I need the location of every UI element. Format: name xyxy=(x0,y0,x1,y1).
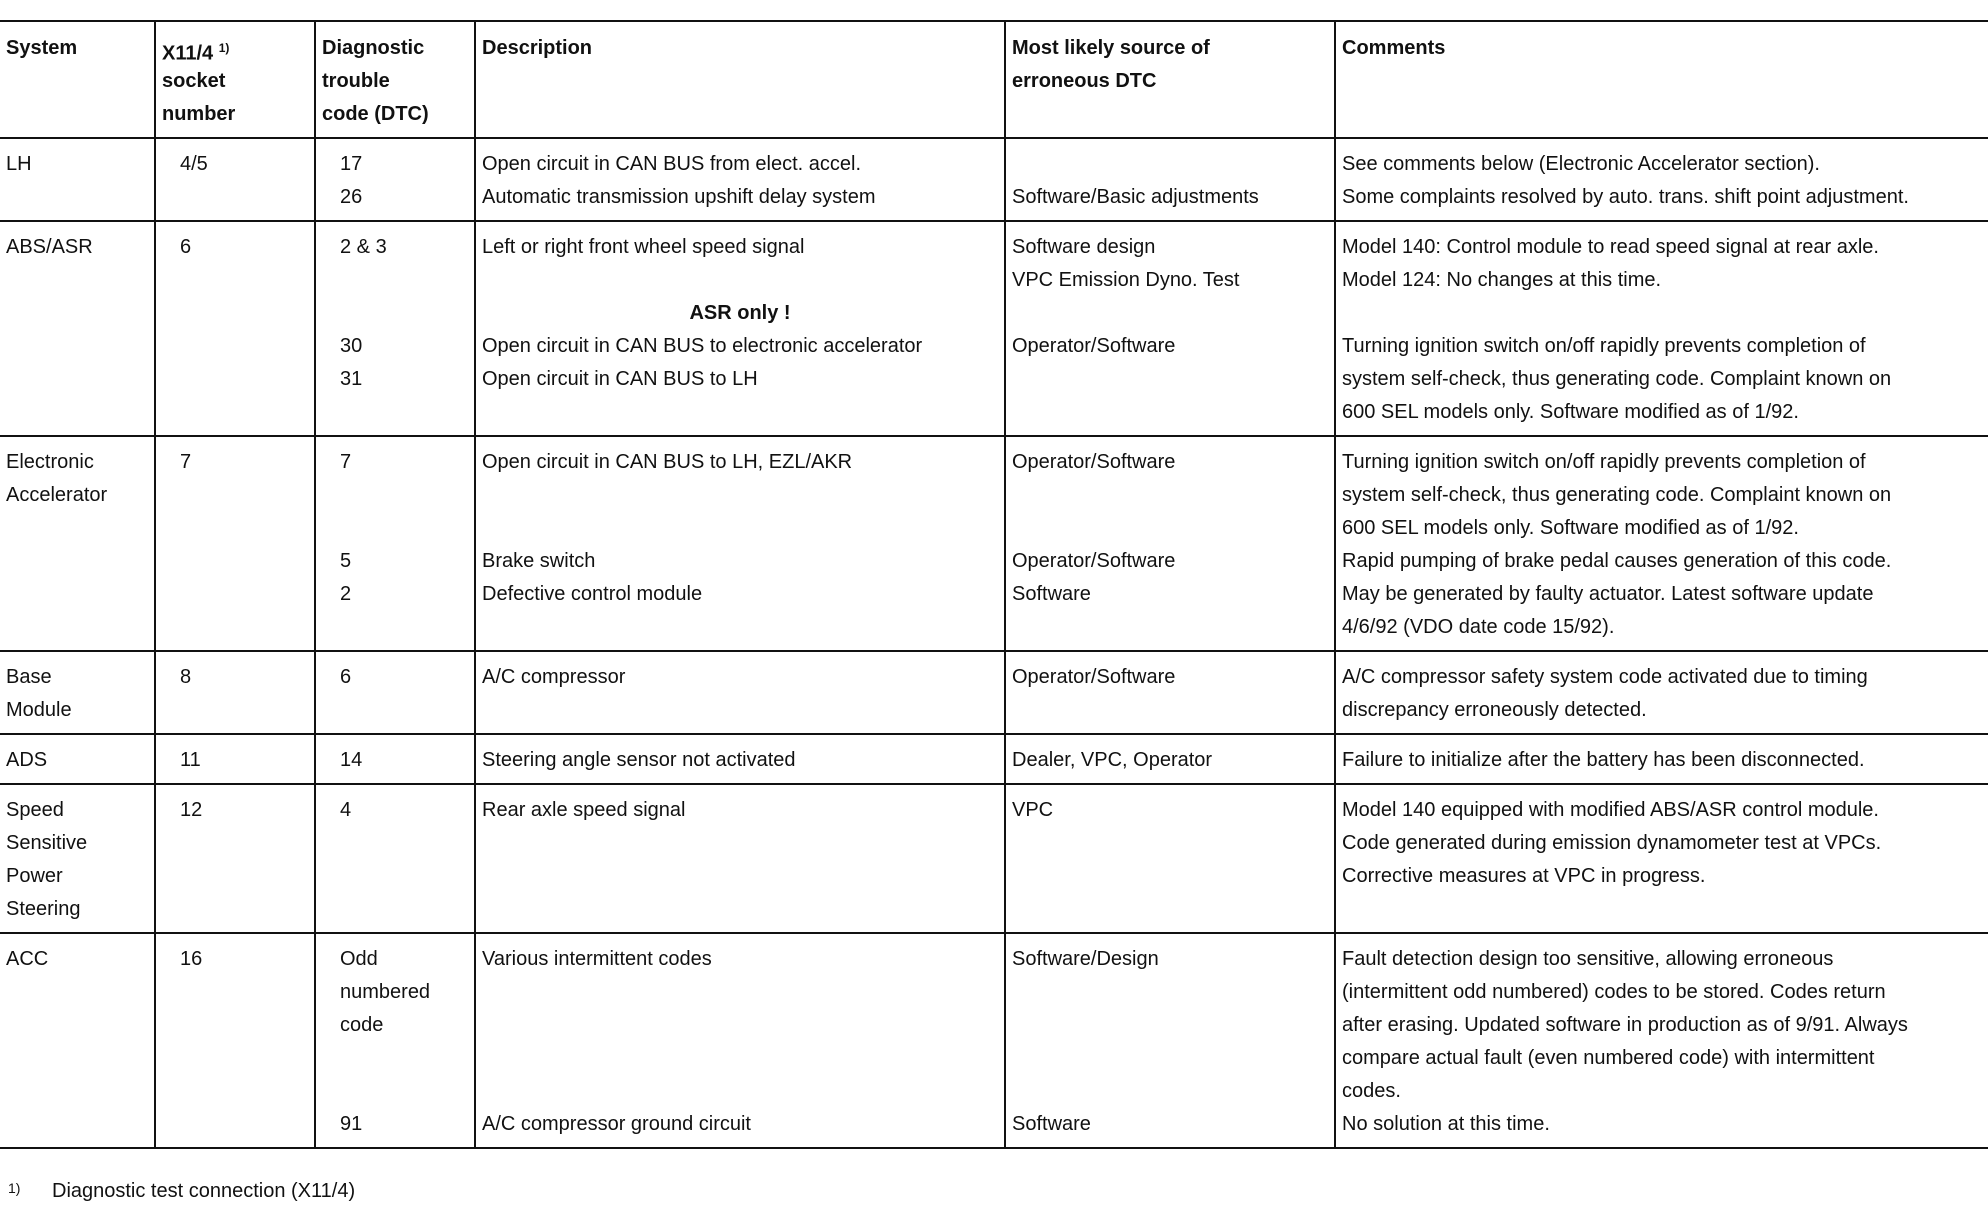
dtc-description xyxy=(482,827,998,860)
source-cell xyxy=(1005,784,1335,933)
comment-cell xyxy=(1335,138,1988,221)
socket-cell xyxy=(155,221,315,436)
dtc-source xyxy=(1012,479,1328,512)
dtc-comment: Model 124: No changes at this time. xyxy=(1342,269,1662,291)
table-row xyxy=(0,933,1988,1148)
table-row xyxy=(0,784,1988,933)
system-name: Speed xyxy=(6,799,64,821)
dtc-description xyxy=(482,976,998,1009)
dtc-source xyxy=(1012,976,1328,1009)
dtc-comment: Failure to initialize after the battery has been disconnected. xyxy=(1342,749,1865,771)
system-name: ACC xyxy=(6,948,49,970)
dtc-code xyxy=(322,1075,468,1108)
dtc-description: Left or right front wheel speed signal xyxy=(482,236,805,258)
table-row xyxy=(0,221,1988,436)
dtc-description: A/C compressor xyxy=(482,666,626,688)
source-cell xyxy=(1005,138,1335,221)
dtc-code: 7 xyxy=(340,451,352,473)
source-cell xyxy=(1005,933,1335,1148)
dtc-source: Software xyxy=(1012,583,1091,605)
dtc-source xyxy=(1012,1042,1328,1075)
dtc-source: VPC Emission Dyno. Test xyxy=(1012,269,1240,291)
dtc-description: Steering angle sensor not activated xyxy=(482,749,796,771)
comment-cell xyxy=(1335,436,1988,651)
header-description: Description xyxy=(475,21,1005,138)
dtc-comment xyxy=(1342,297,1982,330)
dtc-cell xyxy=(315,933,475,1148)
dtc-source: Software/Design xyxy=(1012,948,1159,970)
system-cell xyxy=(0,734,155,784)
dtc-comment: Code generated during emission dynamometer test at VPCs. xyxy=(1342,832,1882,854)
header-row xyxy=(0,21,1988,138)
dtc-description: Open circuit in CAN BUS to electronic accelerator xyxy=(482,335,923,357)
dtc-code xyxy=(322,860,468,893)
socket-cell xyxy=(155,784,315,933)
dtc-description: Open circuit in CAN BUS from elect. accel. xyxy=(482,153,862,175)
table-row xyxy=(0,138,1988,221)
dtc-cell xyxy=(315,138,475,221)
dtc-comment: Turning ignition switch on/off rapidly prevents completion of xyxy=(1342,451,1866,473)
dtc-comment: Rapid pumping of brake pedal causes generation of this code. xyxy=(1342,550,1892,572)
dtc-description xyxy=(482,893,998,926)
dtc-code: 4 xyxy=(340,799,352,821)
dtc-comment: Corrective measures at VPC in progress. xyxy=(1342,865,1706,887)
dtc-code: 17 xyxy=(340,153,363,175)
dtc-code: 14 xyxy=(340,749,363,771)
dtc-code xyxy=(322,479,468,512)
dtc-table xyxy=(0,20,1988,1149)
footnote-text: Diagnostic test connection (X11/4) xyxy=(52,1180,356,1202)
dtc-description: A/C compressor ground circuit xyxy=(482,1113,751,1135)
dtc-code: 2 xyxy=(340,583,352,605)
dtc-code: code xyxy=(340,1014,384,1036)
dtc-description xyxy=(482,512,998,545)
dtc-comment: Fault detection design too sensitive, allowing erroneous xyxy=(1342,948,1834,970)
socket-cell xyxy=(155,734,315,784)
description-cell xyxy=(475,734,1005,784)
socket-cell xyxy=(155,138,315,221)
dtc-source: Operator/Software xyxy=(1012,335,1176,357)
socket-cell xyxy=(155,651,315,734)
system-name: Sensitive xyxy=(6,832,88,854)
source-cell xyxy=(1005,436,1335,651)
dtc-comment: codes. xyxy=(1342,1080,1401,1102)
dtc-description xyxy=(482,1075,998,1108)
dtc-code: numbered xyxy=(340,981,431,1003)
system-cell xyxy=(0,221,155,436)
dtc-comment: Turning ignition switch on/off rapidly prevents completion of xyxy=(1342,335,1866,357)
dtc-source xyxy=(1012,363,1328,396)
dtc-description xyxy=(482,264,998,297)
dtc-source xyxy=(1012,1009,1328,1042)
dtc-comment: Model 140: Control module to read speed signal at rear axle. xyxy=(1342,236,1879,258)
dtc-description xyxy=(482,694,998,727)
socket-number: 8 xyxy=(180,666,192,688)
source-cell xyxy=(1005,651,1335,734)
dtc-cell xyxy=(315,784,475,933)
dtc-code xyxy=(322,297,468,330)
description-cell xyxy=(475,221,1005,436)
system-name: Power xyxy=(6,865,63,887)
comment-cell xyxy=(1335,651,1988,734)
system-name: ABS/ASR xyxy=(6,236,93,258)
dtc-comment: 600 SEL models only. Software modified as of 1/92. xyxy=(1342,401,1799,423)
socket-number: 7 xyxy=(180,451,192,473)
dtc-comment: 4/6/92 (VDO date code 15/92). xyxy=(1342,616,1615,638)
table-body xyxy=(0,138,1988,1148)
dtc-code: Odd xyxy=(340,948,378,970)
dtc-source xyxy=(1012,297,1328,330)
dtc-comment: system self-check, thus generating code. Complaint known on xyxy=(1342,484,1892,506)
dtc-cell xyxy=(315,436,475,651)
dtc-code xyxy=(322,264,468,297)
dtc-code xyxy=(322,396,468,429)
dtc-source: VPC xyxy=(1012,799,1054,821)
comment-cell xyxy=(1335,784,1988,933)
description-cell xyxy=(475,138,1005,221)
dtc-code: 2 & 3 xyxy=(340,236,387,258)
dtc-description xyxy=(482,1009,998,1042)
dtc-code: 31 xyxy=(340,368,363,390)
dtc-comment: after erasing. Updated software in production as of 9/91. Always xyxy=(1342,1014,1908,1036)
dtc-cell xyxy=(315,651,475,734)
dtc-source: Operator/Software xyxy=(1012,666,1176,688)
comment-cell xyxy=(1335,933,1988,1148)
source-cell xyxy=(1005,221,1335,436)
dtc-source: Software/Basic adjustments xyxy=(1012,186,1259,208)
dtc-source xyxy=(1012,694,1328,727)
system-cell xyxy=(0,436,155,651)
table-row xyxy=(0,651,1988,734)
dtc-description: Rear axle speed signal xyxy=(482,799,686,821)
dtc-source xyxy=(1012,396,1328,429)
dtc-description: Open circuit in CAN BUS to LH xyxy=(482,368,758,390)
header-dtc: Diagnostic trouble code (DTC) xyxy=(315,21,475,138)
dtc-source xyxy=(1012,148,1328,181)
footnote xyxy=(8,1180,355,1203)
system-name: Accelerator xyxy=(6,484,108,506)
dtc-comment: May be generated by faulty actuator. Latest software update xyxy=(1342,583,1874,605)
dtc-description xyxy=(482,1042,998,1075)
dtc-source: Operator/Software xyxy=(1012,550,1176,572)
dtc-source: Operator/Software xyxy=(1012,451,1176,473)
socket-number: 6 xyxy=(180,236,192,258)
dtc-description xyxy=(482,860,998,893)
socket-number: 11 xyxy=(180,749,201,771)
dtc-code: 5 xyxy=(340,550,352,572)
header-system: System xyxy=(0,21,155,138)
system-cell xyxy=(0,784,155,933)
header-comments: Comments xyxy=(1335,21,1988,138)
dtc-code xyxy=(322,827,468,860)
dtc-description: Open circuit in CAN BUS to LH, EZL/AKR xyxy=(482,451,853,473)
socket-number: 16 xyxy=(180,948,203,970)
dtc-source xyxy=(1012,611,1328,644)
dtc-comment: system self-check, thus generating code. Complaint known on xyxy=(1342,368,1892,390)
system-cell xyxy=(0,138,155,221)
system-cell xyxy=(0,651,155,734)
dtc-description: Automatic transmission upshift delay system xyxy=(482,186,876,208)
socket-cell xyxy=(155,933,315,1148)
socket-number: 12 xyxy=(180,799,203,821)
dtc-code: 91 xyxy=(340,1113,363,1135)
dtc-comment xyxy=(1342,893,1982,926)
dtc-description: Brake switch xyxy=(482,550,596,572)
source-cell xyxy=(1005,734,1335,784)
table-row xyxy=(0,734,1988,784)
dtc-cell xyxy=(315,734,475,784)
dtc-source xyxy=(1012,512,1328,545)
dtc-description: Defective control module xyxy=(482,583,703,605)
dtc-code: 6 xyxy=(340,666,352,688)
dtc-comment: discrepancy erroneously detected. xyxy=(1342,699,1647,721)
dtc-comment: Model 140 equipped with modified ABS/ASR control module. xyxy=(1342,799,1879,821)
dtc-source: Dealer, VPC, Operator xyxy=(1012,749,1213,771)
dtc-comment: (intermittent odd numbered) codes to be stored. Codes return xyxy=(1342,981,1886,1003)
dtc-code xyxy=(322,694,468,727)
system-name: Steering xyxy=(6,898,81,920)
dtc-code xyxy=(322,1042,468,1075)
dtc-description: ASR only ! xyxy=(689,302,791,324)
system-name: Electronic xyxy=(6,451,94,473)
dtc-cell xyxy=(315,221,475,436)
header-source: Most likely source of erroneous DTC xyxy=(1005,21,1335,138)
dtc-code xyxy=(322,512,468,545)
description-cell xyxy=(475,651,1005,734)
dtc-source xyxy=(1012,893,1328,926)
dtc-description xyxy=(482,611,998,644)
dtc-source xyxy=(1012,827,1328,860)
dtc-comment: See comments below (Electronic Accelerator section). xyxy=(1342,153,1820,175)
system-cell xyxy=(0,933,155,1148)
system-name: Base xyxy=(6,666,52,688)
dtc-source: Software xyxy=(1012,1113,1091,1135)
dtc-comment: No solution at this time. xyxy=(1342,1113,1550,1135)
dtc-code xyxy=(322,611,468,644)
table-row xyxy=(0,436,1988,651)
dtc-code: 30 xyxy=(340,335,363,357)
dtc-description xyxy=(482,396,998,429)
system-name: LH xyxy=(6,153,32,175)
description-cell xyxy=(475,784,1005,933)
dtc-code xyxy=(322,893,468,926)
socket-number: 4/5 xyxy=(180,153,208,175)
comment-cell xyxy=(1335,734,1988,784)
socket-cell xyxy=(155,436,315,651)
dtc-comment: compare actual fault (even numbered code) with intermittent xyxy=(1342,1047,1875,1069)
dtc-source: Software design xyxy=(1012,236,1156,258)
dtc-comment: Some complaints resolved by auto. trans. shift point adjustment. xyxy=(1342,186,1909,208)
dtc-comment: A/C compressor safety system code activated due to timing xyxy=(1342,666,1868,688)
dtc-source xyxy=(1012,1075,1328,1108)
dtc-description: Various intermittent codes xyxy=(482,948,712,970)
description-cell xyxy=(475,436,1005,651)
dtc-source xyxy=(1012,860,1328,893)
system-name: Module xyxy=(6,699,72,721)
comment-cell xyxy=(1335,221,1988,436)
footnote-ref: 1) xyxy=(218,41,230,55)
header-socket-number: X11/4 $^{1)}$ socket number xyxy=(155,21,315,138)
system-name: ADS xyxy=(6,749,48,771)
dtc-comment: 600 SEL models only. Software modified as of 1/92. xyxy=(1342,517,1799,539)
footnote-mark: 1) xyxy=(8,1180,21,1196)
description-cell xyxy=(475,933,1005,1148)
dtc-code: 26 xyxy=(340,186,363,208)
dtc-description xyxy=(482,479,998,512)
